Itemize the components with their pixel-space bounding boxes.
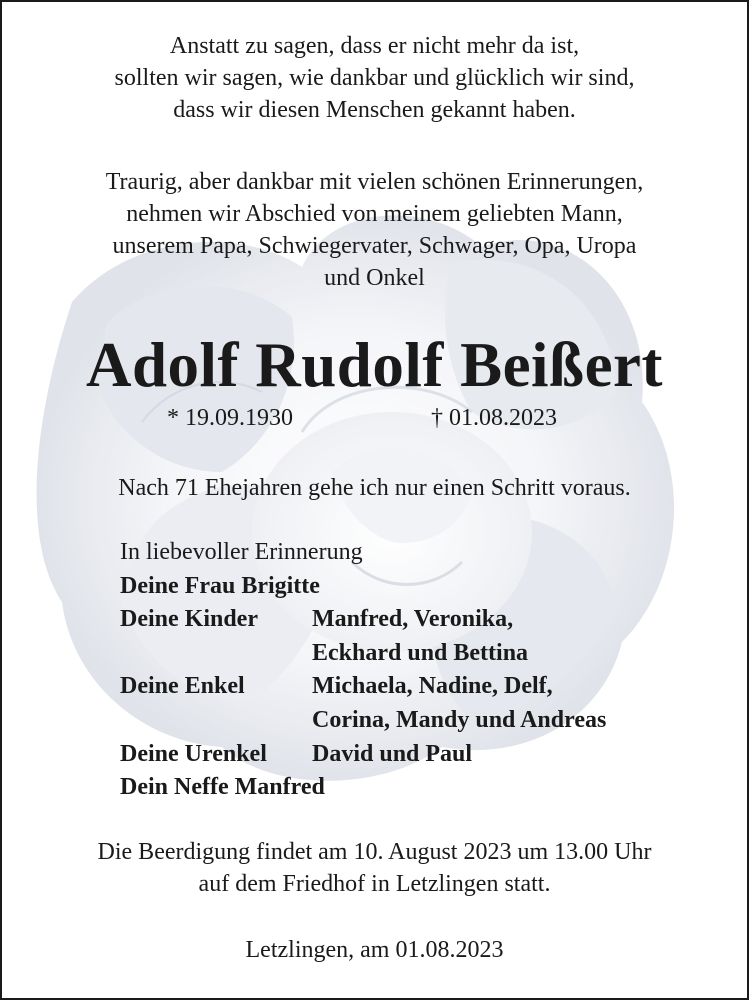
mourner-rows xyxy=(120,570,606,805)
verse-line: Anstatt zu sagen, dass er nicht mehr da ist, xyxy=(169,33,580,59)
mourner-role: Deine Kinder xyxy=(120,606,258,633)
mourner-role: Deine Urenkel xyxy=(120,740,267,767)
mourners-lead: In liebevoller Erinnerung xyxy=(120,539,363,565)
deceased-name: Adolf Rudolf Beißert xyxy=(86,330,663,400)
mourner-row xyxy=(120,670,606,704)
mourners-list xyxy=(120,536,606,805)
mourner-row xyxy=(120,704,606,738)
funeral-line: Die Beerdigung findet am 10. August 2023 um 13.00 Uhr xyxy=(97,839,652,865)
mourner-names: David und Paul xyxy=(312,740,473,767)
death-date: † 01.08.2023 xyxy=(431,405,557,431)
mourner-row xyxy=(120,603,606,637)
farewell-text xyxy=(2,166,747,294)
mourner-names: Manfred, Veronika, xyxy=(312,606,514,633)
mourner-row xyxy=(120,738,606,772)
mourner-row xyxy=(120,570,606,604)
birth-date: * 19.09.1930 xyxy=(167,405,293,431)
mourner-row xyxy=(120,771,606,805)
mourner-role: Dein Neffe Manfred xyxy=(120,774,325,801)
mourner-row xyxy=(120,637,606,671)
verse-line: sollten wir sagen, wie dankbar und glücklich wir sind, xyxy=(114,65,635,91)
mourner-names: Eckhard und Bettina xyxy=(312,639,529,666)
mourner-role xyxy=(120,704,312,738)
verse-line: dass wir diesen Menschen gekannt haben. xyxy=(173,97,576,123)
mourner-role xyxy=(120,637,312,671)
farewell-quote: Nach 71 Ehejahren gehe ich nur einen Schritt voraus. xyxy=(118,475,631,501)
funeral-line: auf dem Friedhof in Letzlingen statt. xyxy=(198,871,551,897)
funeral-info xyxy=(2,836,747,900)
farewell-line: und Onkel xyxy=(324,265,425,291)
mourner-names: Michaela, Nadine, Delf, xyxy=(312,673,553,700)
place-and-date: Letzlingen, am 01.08.2023 xyxy=(245,937,504,963)
mourner-names: Corina, Mandy und Andreas xyxy=(312,706,607,733)
farewell-line: nehmen wir Abschied von meinem geliebten Mann, xyxy=(126,201,623,227)
mourner-role: Deine Enkel xyxy=(120,673,245,700)
mourner-role: Deine Frau Brigitte xyxy=(120,572,320,599)
farewell-line: unserem Papa, Schwiegervater, Schwager, Opa, Uropa xyxy=(112,233,637,259)
opening-verse xyxy=(2,30,747,126)
farewell-line: Traurig, aber dankbar mit vielen schönen Erinnerungen, xyxy=(105,169,644,195)
